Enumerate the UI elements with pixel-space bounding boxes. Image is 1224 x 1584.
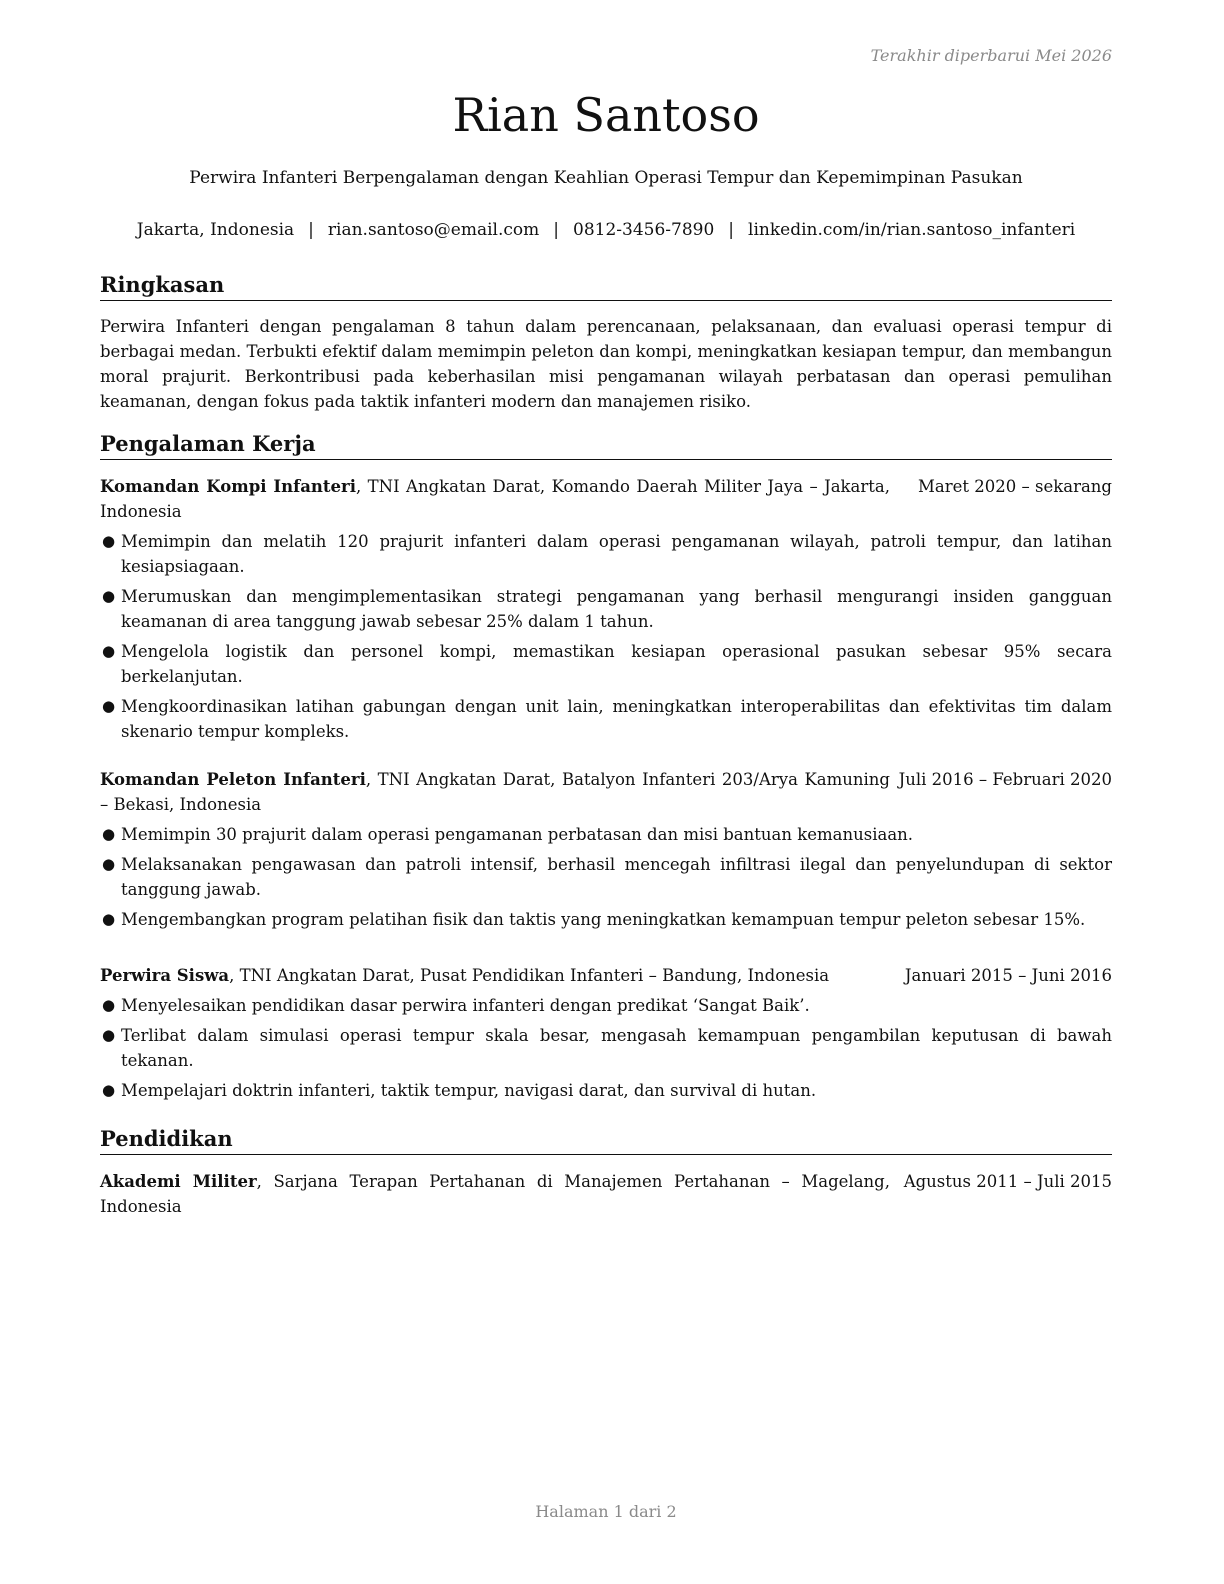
education-line — [100, 1169, 890, 1219]
list-item: ● Mengelola logistik dan personel kompi, memastikan kesiapan operasional pasukan sebesar 95% secara berkelanjutan. — [100, 639, 1112, 689]
list-item: ● Memimpin dan melatih 120 prajurit infanteri dalam operasi pengamanan wilayah, patroli tempur, dan latihan kesiapsiagaan. — [100, 529, 1112, 579]
job-dates: Januari 2015 – Juni 2016 — [904, 966, 1112, 985]
job-header — [100, 767, 1112, 817]
bullet-icon: ● — [102, 855, 116, 873]
section-title-summary: Ringkasan — [100, 272, 1112, 301]
list-item: ● Terlibat dalam simulasi operasi tempur skala besar, mengasah kemampuan pengambilan keputusan di bawah tekanan. — [100, 1023, 1112, 1073]
list-item: ● Mengkoordinasikan latihan gabungan dengan unit lain, meningkatkan interoperabilitas dan efektivitas tim dalam skenario tempur kompleks. — [100, 694, 1112, 744]
headline: Perwira Infanteri Berpengalaman dengan Keahlian Operasi Tempur dan Kepemimpinan Pasukan — [189, 168, 1023, 188]
list-item: ● Menyelesaikan pendidikan dasar perwira infanteri dengan predikat ‘Sangat Baik’. — [100, 993, 1112, 1018]
contact-line — [0, 220, 1212, 240]
bullet-icon: ● — [102, 642, 116, 660]
section-title-experience: Pengalaman Kerja — [100, 431, 1112, 460]
job-bullet-list — [100, 822, 1112, 937]
contact-separator: | — [553, 220, 559, 240]
person-name: Rian Santoso — [452, 88, 760, 142]
job-dates: Juli 2016 – Februari 2020 — [898, 770, 1112, 789]
list-item: ● Merumuskan dan mengimplementasikan strategi pengamanan yang berhasil mengurangi insiden gangguan keamanan di area tanggung jawab sebesar 25% dalam 1 tahun. — [100, 584, 1112, 634]
job-title-line — [100, 767, 890, 817]
job-bullet-list — [100, 993, 1112, 1108]
list-item: ● Mempelajari doktrin infanteri, taktik tempur, navigasi darat, dan survival di hutan. — [100, 1078, 1112, 1103]
bullet-icon: ● — [102, 825, 116, 843]
contact-phone: 0812-3456-7890 — [573, 220, 715, 240]
job-title-line — [100, 963, 890, 988]
job-role: Perwira Siswa — [100, 966, 230, 985]
contact-separator: | — [728, 220, 735, 240]
section-title-education: Pendidikan — [100, 1126, 1112, 1155]
job-organization: , TNI Angkatan Darat, Batalyon Infanteri 203/Arya Kamuning – Bekasi, Indonesia — [100, 770, 890, 814]
education-school: Akademi Militer — [100, 1172, 257, 1191]
education-dates: Agustus 2011 – Juli 2015 — [903, 1172, 1112, 1191]
list-item: ● Mengembangkan program pelatihan fisik dan taktis yang meningkatkan kemampuan tempur peleton sebesar 15%. — [100, 907, 1112, 932]
job-organization: , TNI Angkatan Darat, Pusat Pendidikan Infanteri – Bandung, Indonesia — [229, 966, 830, 985]
list-item: ● Melaksanakan pengawasan dan patroli intensif, berhasil mencegah infiltrasi ilegal dan penyelundupan di sektor tanggung jawab. — [100, 852, 1112, 902]
job-header — [100, 474, 1112, 524]
bullet-icon: ● — [102, 1026, 116, 1044]
bullet-icon: ● — [102, 532, 116, 550]
job-dates: Maret 2020 – sekarang — [918, 477, 1112, 496]
job-bullet-list — [100, 529, 1112, 749]
list-item: ● Memimpin 30 prajurit dalam operasi pengamanan perbatasan dan misi bantuan kemanusiaan. — [100, 822, 1112, 847]
summary-text: Perwira Infanteri dengan pengalaman 8 tahun dalam perencanaan, pelaksanaan, dan evaluasi operasi tempur di berbagai medan. Terbukti efektif dalam memimpin peleton dan kompi, meningkatkan kesiapan tempur, dan membangun moral prajurit. Berkontribusi pada keberhasilan misi pengamanan wilayah perbatasan dan operasi pemulihan keamanan, dengan fokus pada taktik infanteri modern dan manajemen risiko. — [100, 317, 1112, 411]
contact-separator: | — [308, 220, 314, 240]
job-role: Komandan Peleton Infanteri — [100, 770, 366, 789]
job-role: Komandan Kompi Infanteri — [100, 477, 357, 496]
contact-location: Jakarta, Indonesia — [136, 220, 295, 240]
job-organization: , TNI Angkatan Darat, Komando Daerah Militer Jaya – Jakarta, Indonesia — [100, 477, 890, 521]
page-number: Halaman 1 dari 2 — [535, 1502, 677, 1521]
job-title-line — [100, 474, 890, 524]
bullet-icon: ● — [102, 996, 116, 1014]
job-header — [100, 963, 1112, 988]
education-entry — [100, 1169, 1112, 1219]
education-detail: , Sarjana Terapan Pertahanan di Manajemen Pertahanan – Magelang, Indonesia — [100, 1172, 890, 1216]
bullet-icon: ● — [102, 1081, 116, 1099]
bullet-icon: ● — [102, 587, 116, 605]
bullet-icon: ● — [102, 910, 116, 928]
bullet-icon: ● — [102, 697, 116, 715]
last-updated-note: Terakhir diperbarui Mei 2026 — [870, 46, 1112, 65]
contact-email[interactable]: rian.santoso@email.com — [327, 220, 540, 240]
contact-linkedin[interactable]: linkedin.com/in/rian.santoso_infanteri — [748, 220, 1076, 240]
